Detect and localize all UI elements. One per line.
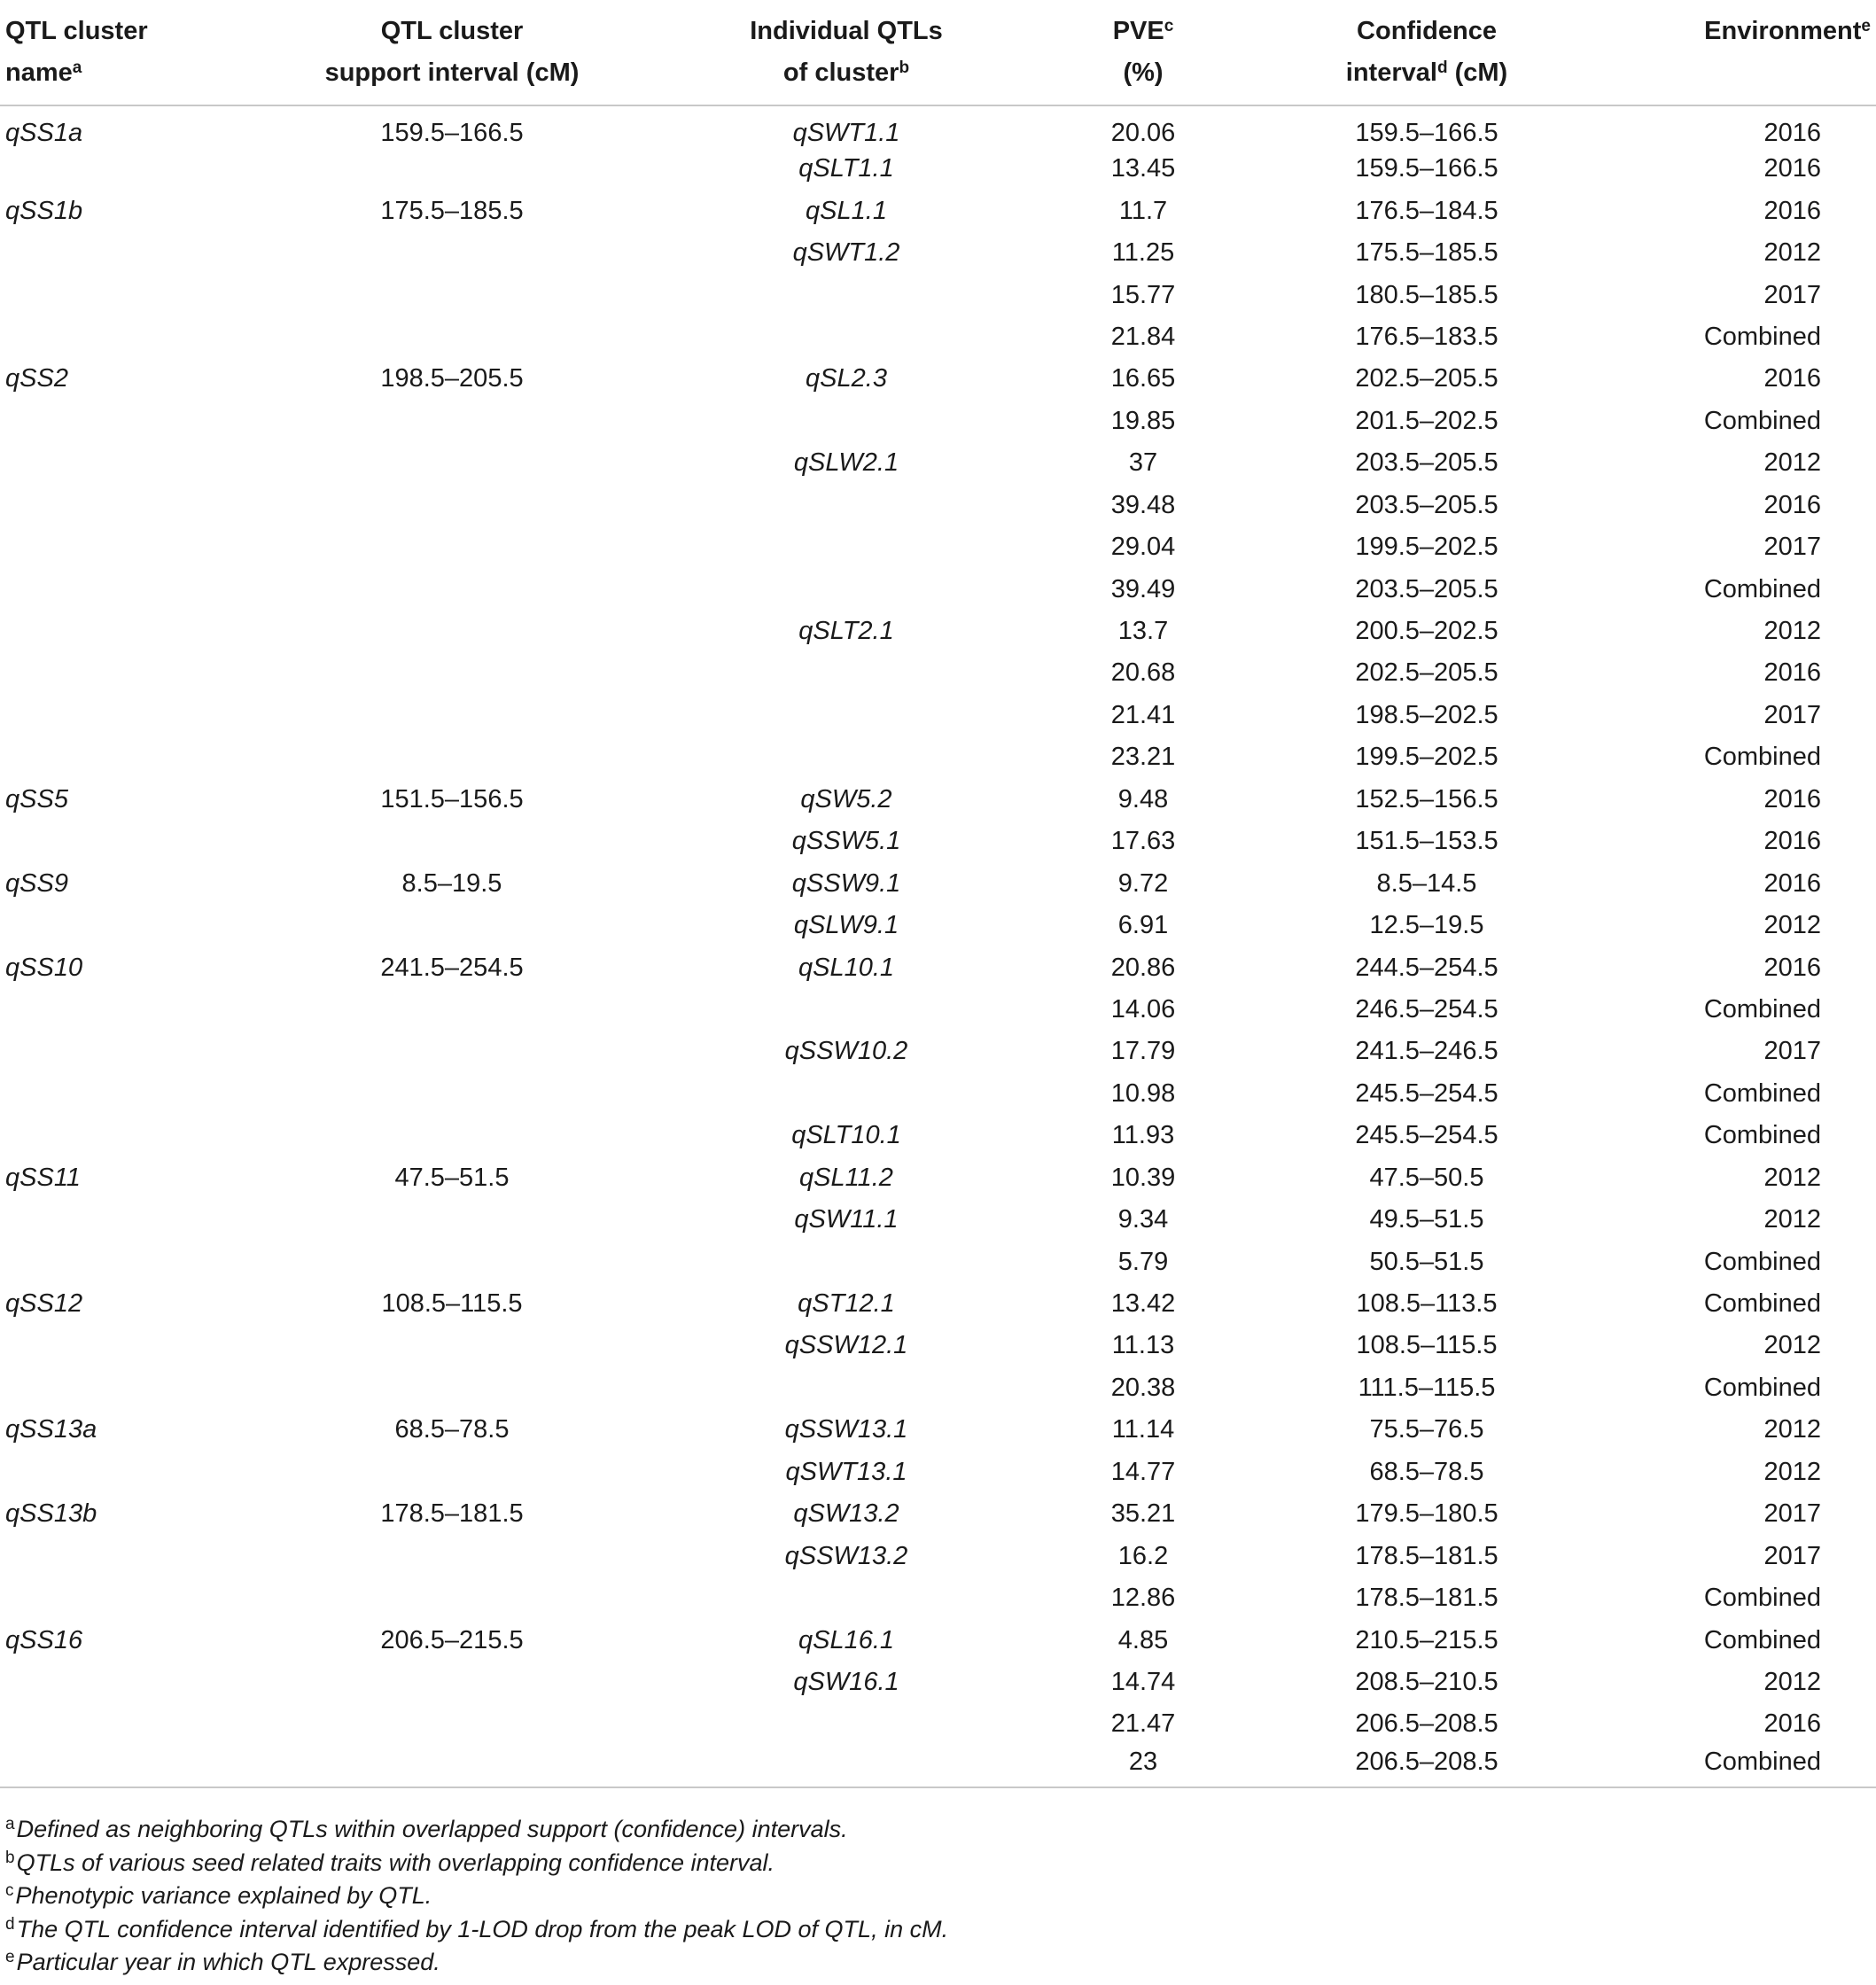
cell-environment: 2012 (1763, 1415, 1821, 1444)
cell-support-interval: 108.5–115.5 (381, 1289, 523, 1319)
cell-individual-qtl (638, 1703, 1055, 1745)
cell-pve: 13.7 (1117, 617, 1169, 646)
cell-support-interval (266, 232, 638, 274)
cell-support-interval (266, 1577, 638, 1619)
cell-confidence-interval: 179.5–180.5 (1355, 1499, 1498, 1529)
cell-pve: 23.21 (1110, 743, 1176, 772)
cell-environment: 2017 (1763, 1541, 1821, 1570)
cell-confidence-interval: 245.5–254.5 (1355, 1078, 1498, 1108)
cell-individual-qtl: qSSW13.1 (784, 1415, 908, 1444)
table-row (0, 485, 1876, 526)
cell-individual-qtl: qST12.1 (798, 1289, 895, 1319)
table-row (0, 568, 1876, 610)
cell-individual-qtl (638, 316, 1055, 358)
cell-confidence-interval: 111.5–115.5 (1358, 1373, 1496, 1402)
cell-individual-qtl: qSSW12.1 (784, 1331, 908, 1360)
cell-support-interval (266, 274, 638, 315)
cell-confidence-interval: 208.5–210.5 (1355, 1667, 1498, 1696)
cell-cluster-name: qSS13a (5, 1415, 97, 1444)
cell-confidence-interval: 198.5–202.5 (1355, 700, 1498, 729)
cell-cluster-name: qSS10 (5, 953, 83, 982)
cell-environment: Combined (1703, 1121, 1821, 1150)
table-row (0, 1325, 1876, 1366)
cell-support-interval: 151.5–156.5 (380, 784, 524, 813)
cell-individual-qtl: qSLW9.1 (793, 911, 899, 940)
cell-pve: 20.38 (1110, 1373, 1176, 1402)
cell-support-interval: 241.5–254.5 (380, 953, 524, 982)
cell-cluster-name (0, 1662, 266, 1703)
cell-pve: 15.77 (1110, 280, 1176, 309)
cell-cluster-name (0, 611, 266, 652)
cell-environment: Combined (1703, 322, 1821, 351)
cell-cluster-name: qSS16 (5, 1625, 83, 1654)
footnote-d: $^d$The QTL confidence interval identified by 1-LOD drop from the peak LOD of QTL, in cM. (5, 1914, 949, 1942)
cell-confidence-interval: 159.5–166.5 (1355, 119, 1498, 147)
cell-pve: 20.86 (1110, 953, 1176, 982)
table-row (0, 611, 1876, 652)
cell-cluster-name (0, 1367, 266, 1409)
cell-confidence-interval: 206.5–208.5 (1232, 1746, 1622, 1787)
footnote-e: $^e$Particular year in which QTL expressed. (5, 1948, 440, 1975)
cell-confidence-interval: 203.5–205.5 (1355, 448, 1498, 478)
cell-cluster-name (0, 232, 266, 274)
cell-confidence-interval: 178.5–181.5 (1355, 1541, 1498, 1570)
cell-support-interval (266, 736, 638, 778)
header-cluster-name: QTL cluster name$^a$ (0, 5, 266, 105)
cell-individual-qtl (638, 568, 1055, 610)
cell-cluster-name (0, 695, 266, 736)
cell-cluster-name (0, 1535, 266, 1576)
cell-individual-qtl: qSLW2.1 (793, 448, 899, 478)
cell-cluster-name (0, 1703, 266, 1745)
cell-support-interval (266, 1031, 638, 1072)
cell-support-interval (266, 1367, 638, 1409)
cell-support-interval (266, 652, 638, 694)
cell-environment: Combined (1622, 1746, 1876, 1787)
table-body (0, 105, 1876, 1787)
cell-pve: 4.85 (1117, 1625, 1169, 1654)
cell-confidence-interval: 246.5–254.5 (1355, 994, 1498, 1024)
cell-pve: 39.49 (1110, 574, 1176, 603)
cell-pve: 11.13 (1111, 1331, 1175, 1360)
header-pve: PVE$^c$ (%) (1055, 5, 1232, 105)
cell-individual-qtl: qSWT1.2 (792, 238, 900, 268)
cell-environment: 2012 (1763, 1331, 1821, 1360)
cell-confidence-interval: 176.5–184.5 (1355, 196, 1498, 225)
cell-environment: 2016 (1763, 364, 1821, 393)
table-row (0, 190, 1876, 231)
cell-individual-qtl (638, 485, 1055, 526)
cell-pve: 21.47 (1110, 1709, 1176, 1739)
cell-environment: 2012 (1763, 911, 1821, 940)
cell-confidence-interval: 245.5–254.5 (1355, 1121, 1498, 1150)
cell-cluster-name (0, 989, 266, 1031)
cell-support-interval (266, 316, 638, 358)
cell-pve: 5.79 (1117, 1247, 1169, 1276)
cell-pve: 14.74 (1110, 1667, 1176, 1696)
table-row (0, 736, 1876, 778)
table-row (0, 1703, 1876, 1745)
header-environment: Environment$^e$ (1622, 5, 1876, 105)
cell-pve: 9.72 (1117, 868, 1169, 898)
table-row (0, 274, 1876, 315)
header-individual-qtls: Individual QTLs of cluster$^b$ (638, 5, 1055, 105)
table-row (0, 1746, 1876, 1787)
cell-support-interval (266, 1325, 638, 1366)
cell-confidence-interval: 151.5–153.5 (1355, 827, 1498, 856)
cell-support-interval (266, 1535, 638, 1576)
cell-confidence-interval: 202.5–205.5 (1355, 364, 1498, 393)
cell-support-interval (266, 485, 638, 526)
cell-cluster-name (0, 1199, 266, 1241)
cell-pve: 12.86 (1110, 1584, 1176, 1613)
table-header (0, 5, 1876, 105)
table-row (0, 1073, 1876, 1115)
cell-cluster-name (0, 526, 266, 568)
cell-support-interval (266, 1115, 638, 1156)
cell-cluster-name (0, 905, 266, 946)
cell-individual-qtl (638, 401, 1055, 442)
cell-individual-qtl: qSSW10.2 (784, 1037, 908, 1066)
cell-individual-qtl: qSWT1.1 (792, 119, 900, 147)
cell-cluster-name (0, 1746, 266, 1787)
cell-environment: Combined (1703, 994, 1821, 1024)
table-row (0, 905, 1876, 946)
cell-cluster-name (0, 442, 266, 484)
table-row (0, 989, 1876, 1031)
cell-environment: 2012 (1763, 1163, 1821, 1192)
cell-environment: Combined (1703, 743, 1821, 772)
cell-pve: 29.04 (1110, 533, 1176, 562)
table-row (0, 946, 1876, 988)
cell-pve: 11.25 (1111, 238, 1175, 268)
cell-support-interval (266, 526, 638, 568)
cell-confidence-interval: 152.5–156.5 (1355, 784, 1498, 813)
cell-cluster-name (0, 1325, 266, 1366)
cell-individual-qtl: qSLT10.1 (791, 1121, 901, 1150)
cell-support-interval: 198.5–205.5 (380, 364, 524, 393)
cell-individual-qtl (638, 1746, 1055, 1787)
cell-environment: 2016 (1763, 490, 1821, 519)
table-row (0, 358, 1876, 400)
cell-support-interval (266, 1199, 638, 1241)
cell-environment: 2016 (1763, 1709, 1821, 1739)
cell-pve: 37 (1128, 448, 1158, 478)
cell-cluster-name (0, 1031, 266, 1072)
cell-cluster-name: qSS5 (5, 784, 68, 813)
cell-environment: 2016 (1763, 154, 1821, 183)
cell-environment: Combined (1703, 1373, 1821, 1402)
cell-support-interval (266, 1746, 638, 1787)
cell-confidence-interval: 175.5–185.5 (1355, 238, 1498, 268)
table-row (0, 442, 1876, 484)
cell-cluster-name: qSS12 (5, 1289, 83, 1319)
cell-support-interval: 8.5–19.5 (401, 868, 502, 898)
cell-cluster-name (0, 821, 266, 862)
cell-support-interval: 206.5–215.5 (380, 1625, 524, 1654)
cell-pve: 16.2 (1117, 1541, 1169, 1570)
cell-support-interval: 47.5–51.5 (394, 1163, 510, 1192)
cell-pve: 19.85 (1110, 406, 1176, 435)
header-confidence-interval: Confidence interval$^d$ (cM) (1232, 5, 1622, 105)
cell-individual-qtl (638, 1577, 1055, 1619)
qtl-cluster-table (0, 5, 1876, 1788)
cell-pve: 20.06 (1110, 119, 1176, 147)
cell-support-interval (266, 1073, 638, 1115)
cell-pve: 11.14 (1111, 1415, 1175, 1444)
cell-confidence-interval: 206.5–208.5 (1355, 1709, 1498, 1739)
cell-environment: Combined (1703, 574, 1821, 603)
cell-pve: 10.39 (1110, 1163, 1176, 1192)
table-row (0, 1031, 1876, 1072)
cell-environment: 2012 (1763, 448, 1821, 478)
cell-individual-qtl: qSLT2.1 (798, 617, 894, 646)
cell-support-interval: 68.5–78.5 (394, 1415, 510, 1444)
cell-environment: 2017 (1763, 700, 1821, 729)
cell-environment: 2016 (1763, 658, 1821, 688)
cell-pve: 6.91 (1117, 911, 1169, 940)
cell-environment: 2016 (1763, 827, 1821, 856)
cell-pve: 11.7 (1118, 196, 1168, 225)
cell-individual-qtl (638, 274, 1055, 315)
cell-cluster-name (0, 274, 266, 315)
cell-individual-qtl (638, 652, 1055, 694)
cell-confidence-interval: 210.5–215.5 (1355, 1625, 1498, 1654)
cell-confidence-interval: 176.5–183.5 (1355, 322, 1498, 351)
cell-individual-qtl: qSW11.1 (794, 1205, 899, 1234)
table-row (0, 1241, 1876, 1282)
cell-pve: 10.98 (1110, 1078, 1176, 1108)
table-row (0, 1283, 1876, 1325)
cell-confidence-interval: 203.5–205.5 (1355, 574, 1498, 603)
cell-support-interval: 159.5–166.5 (380, 119, 524, 147)
cell-confidence-interval: 50.5–51.5 (1369, 1247, 1484, 1276)
cell-cluster-name (0, 1241, 266, 1282)
table-row (0, 526, 1876, 568)
table-row (0, 401, 1876, 442)
cell-confidence-interval: 178.5–181.5 (1355, 1584, 1498, 1613)
table-row (0, 652, 1876, 694)
cell-confidence-interval: 241.5–246.5 (1355, 1037, 1498, 1066)
header-row (0, 5, 1876, 105)
cell-support-interval (266, 611, 638, 652)
cell-cluster-name (0, 1115, 266, 1156)
cell-environment: 2012 (1763, 1667, 1821, 1696)
cell-confidence-interval: 108.5–113.5 (1356, 1289, 1498, 1319)
cell-support-interval (266, 568, 638, 610)
cell-pve: 21.84 (1110, 322, 1176, 351)
table-row (0, 148, 1876, 190)
cell-support-interval (266, 821, 638, 862)
cell-support-interval (266, 401, 638, 442)
cell-pve: 9.48 (1117, 784, 1169, 813)
cell-pve: 35.21 (1110, 1499, 1176, 1529)
cell-individual-qtl: qSLT1.1 (798, 154, 894, 183)
cell-confidence-interval: 200.5–202.5 (1355, 617, 1498, 646)
cell-cluster-name (0, 1452, 266, 1493)
cell-support-interval (266, 1452, 638, 1493)
cell-pve: 17.79 (1110, 1037, 1176, 1066)
cell-support-interval (266, 1703, 638, 1745)
cell-individual-qtl: qSL2.3 (806, 364, 887, 393)
table-row (0, 232, 1876, 274)
cell-environment: 2016 (1763, 953, 1821, 982)
cell-confidence-interval: 49.5–51.5 (1369, 1205, 1484, 1234)
table-row (0, 1157, 1876, 1199)
cell-confidence-interval: 159.5–166.5 (1355, 154, 1498, 183)
table-row (0, 316, 1876, 358)
cell-confidence-interval: 8.5–14.5 (1376, 868, 1477, 898)
cell-confidence-interval: 108.5–115.5 (1356, 1331, 1498, 1360)
cell-pve: 23 (1055, 1746, 1232, 1787)
table-row (0, 821, 1876, 862)
table-row (0, 105, 1876, 148)
cell-confidence-interval: 75.5–76.5 (1369, 1415, 1484, 1444)
cell-individual-qtl (638, 695, 1055, 736)
cell-individual-qtl: qSW5.2 (800, 784, 892, 813)
cell-confidence-interval: 47.5–50.5 (1369, 1163, 1484, 1192)
cell-pve: 16.65 (1110, 364, 1176, 393)
cell-confidence-interval: 201.5–202.5 (1355, 406, 1498, 435)
cell-support-interval (266, 1662, 638, 1703)
cell-pve: 39.48 (1110, 490, 1176, 519)
table-row (0, 1367, 1876, 1409)
cell-individual-qtl: qSL16.1 (798, 1625, 895, 1654)
cell-environment: 2017 (1763, 1037, 1821, 1066)
cell-cluster-name: qSS1b (5, 196, 83, 225)
table-row (0, 1535, 1876, 1576)
cell-individual-qtl (638, 736, 1055, 778)
cell-pve: 9.34 (1117, 1205, 1169, 1234)
header-support-interval: QTL cluster support interval (cM) (266, 5, 638, 105)
cell-cluster-name (0, 401, 266, 442)
cell-cluster-name (0, 1073, 266, 1115)
cell-confidence-interval: 199.5–202.5 (1355, 533, 1498, 562)
cell-individual-qtl: qSSW13.2 (784, 1541, 908, 1570)
cell-individual-qtl: qSSW9.1 (791, 868, 901, 898)
cell-environment: 2016 (1763, 196, 1821, 225)
cell-confidence-interval: 244.5–254.5 (1355, 953, 1498, 982)
cell-support-interval: 178.5–181.5 (380, 1499, 524, 1529)
footnote-b: $^b$QTLs of various seed related traits with overlapping confidence interval. (5, 1848, 775, 1876)
cell-environment: 2017 (1763, 280, 1821, 309)
cell-cluster-name (0, 1577, 266, 1619)
cell-environment: 2016 (1763, 868, 1821, 898)
cell-cluster-name (0, 148, 266, 190)
cell-confidence-interval: 203.5–205.5 (1355, 490, 1498, 519)
cell-support-interval (266, 1241, 638, 1282)
cell-confidence-interval: 180.5–185.5 (1355, 280, 1498, 309)
table-row (0, 779, 1876, 821)
cell-cluster-name: qSS13b (5, 1499, 97, 1529)
table-row (0, 695, 1876, 736)
cell-individual-qtl (638, 989, 1055, 1031)
cell-individual-qtl (638, 526, 1055, 568)
cell-individual-qtl: qSL1.1 (806, 196, 887, 225)
cell-environment: 2012 (1763, 1457, 1821, 1486)
cell-environment: Combined (1703, 406, 1821, 435)
table-row (0, 1662, 1876, 1703)
cell-pve: 13.45 (1110, 154, 1176, 183)
cell-individual-qtl: qSL11.2 (799, 1163, 893, 1192)
table-row (0, 1115, 1876, 1156)
cell-environment: Combined (1703, 1247, 1821, 1276)
cell-individual-qtl: qSWT13.1 (785, 1457, 907, 1486)
cell-individual-qtl (638, 1367, 1055, 1409)
cell-individual-qtl: qSW16.1 (793, 1667, 899, 1696)
cell-cluster-name: qSS11 (5, 1163, 81, 1192)
table-row (0, 1199, 1876, 1241)
cell-cluster-name: qSS1a (5, 119, 83, 147)
cell-pve: 20.68 (1110, 658, 1176, 688)
cell-cluster-name (0, 568, 266, 610)
cell-cluster-name: qSS2 (5, 364, 68, 393)
cell-environment: 2012 (1763, 1205, 1821, 1234)
cell-confidence-interval: 202.5–205.5 (1355, 658, 1498, 688)
table-row (0, 862, 1876, 904)
cell-confidence-interval: 199.5–202.5 (1355, 743, 1498, 772)
cell-environment: Combined (1703, 1625, 1821, 1654)
cell-cluster-name (0, 485, 266, 526)
footnote-a: $^a$Defined as neighboring QTLs within overlapped support (confidence) intervals. (5, 1815, 848, 1842)
table-row (0, 1409, 1876, 1451)
cell-environment: Combined (1703, 1078, 1821, 1108)
cell-environment: Combined (1703, 1289, 1821, 1319)
cell-support-interval (266, 442, 638, 484)
cell-environment: 2016 (1763, 784, 1821, 813)
table-row (0, 1577, 1876, 1619)
cell-pve: 14.06 (1110, 994, 1176, 1024)
cell-cluster-name: qSS9 (5, 868, 68, 898)
cell-pve: 14.77 (1110, 1457, 1176, 1486)
cell-cluster-name (0, 736, 266, 778)
cell-individual-qtl: qSL10.1 (798, 953, 895, 982)
cell-pve: 13.42 (1110, 1289, 1176, 1319)
cell-support-interval: 175.5–185.5 (380, 196, 524, 225)
cell-individual-qtl: qSW13.2 (793, 1499, 899, 1529)
cell-support-interval (266, 989, 638, 1031)
cell-support-interval (266, 695, 638, 736)
cell-environment: 2017 (1763, 533, 1821, 562)
cell-environment: 2012 (1763, 238, 1821, 268)
cell-pve: 11.93 (1111, 1121, 1175, 1150)
cell-cluster-name (0, 652, 266, 694)
cell-individual-qtl (638, 1073, 1055, 1115)
cell-pve: 17.63 (1110, 827, 1176, 856)
footnotes (5, 1813, 1866, 1980)
footnote-c: $^c$Phenotypic variance explained by QTL. (5, 1881, 432, 1909)
cell-cluster-name (0, 316, 266, 358)
cell-confidence-interval: 12.5–19.5 (1369, 911, 1484, 940)
cell-environment: 2012 (1763, 617, 1821, 646)
cell-pve: 21.41 (1110, 700, 1176, 729)
cell-individual-qtl: qSSW5.1 (791, 827, 901, 856)
table-row (0, 1493, 1876, 1535)
cell-environment: 2016 (1763, 119, 1821, 147)
cell-confidence-interval: 68.5–78.5 (1369, 1457, 1484, 1486)
cell-support-interval (266, 148, 638, 190)
cell-individual-qtl (638, 1241, 1055, 1282)
table-row (0, 1452, 1876, 1493)
table-row (0, 1619, 1876, 1661)
cell-environment: Combined (1703, 1584, 1821, 1613)
cell-environment: 2017 (1763, 1499, 1821, 1529)
cell-support-interval (266, 905, 638, 946)
